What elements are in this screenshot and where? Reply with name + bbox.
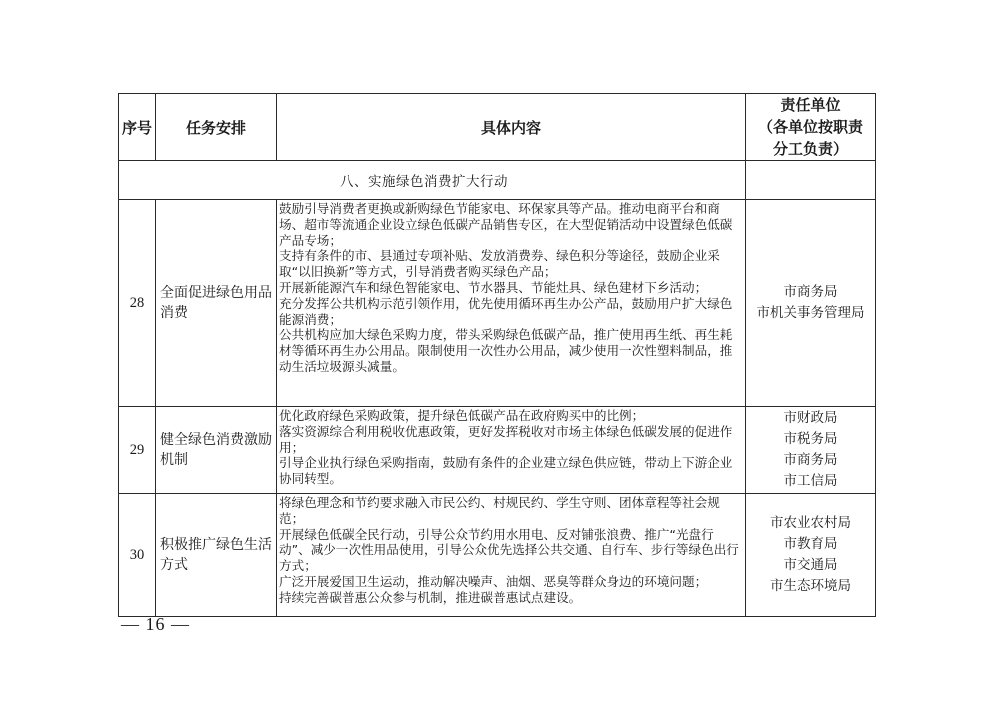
task-line: 方式	[160, 557, 188, 573]
header-resp-line: 分工负责）	[772, 140, 848, 158]
content-paragraph: 优化政府绿色采购政策，提升绿色低碳产品在政府购买中的比例；	[279, 408, 645, 423]
responsible-unit: 市农业农村局	[770, 515, 851, 531]
header-no: 序号	[119, 94, 156, 161]
content-paragraph: 公共机构应加大绿色采购力度，带头采购绿色低碳产品，推广使用再生纸、再生耗材等循环再生办公用品。限制使用一次性办公用品，减少使用一次性塑料制品，推动生活垃圾源头减量。	[279, 327, 733, 374]
content-cell	[277, 200, 746, 407]
row-number: 29	[119, 407, 156, 494]
responsible-units	[746, 494, 876, 617]
table-row	[119, 407, 876, 494]
task-line: 机制	[160, 452, 188, 468]
task-line: 消费	[160, 305, 188, 321]
header-task: 任务安排	[156, 94, 277, 161]
responsible-unit: 市教育局	[783, 536, 838, 552]
responsible-unit: 市商务局	[783, 284, 838, 300]
responsible-units	[746, 200, 876, 407]
content-paragraph: 广泛开展爱国卫生运动，推动解决噪声、油烟、恶臭等群众身边的环境问题；	[279, 573, 708, 589]
task-line: 积极推广绿色生活	[160, 537, 272, 553]
page-number: — 16 —	[121, 614, 190, 634]
content-paragraph: 持续完善碳普惠公众参与机制，推进碳普惠试点建设。	[279, 589, 582, 605]
responsible-unit: 市机关事务管理局	[756, 305, 865, 321]
content-paragraph: 鼓励引导消费者更换或新购绿色节能家电、环保家具等产品。推动电商平台和商场、超市等流通企业设立绿色低碳产品销售专区，在大型促销活动中设置绿色低碳产品专场；	[279, 201, 733, 248]
task-name	[156, 200, 277, 407]
content-paragraph: 开展绿色低碳全民行动，引导公众节约用水用电、反对铺张浪费、推广“光盘行动”、减少一次性用品使用，引导公众优先选择公共交通、自行车、步行等绿色出行方式；	[279, 526, 739, 574]
responsible-unit: 市交通局	[783, 557, 838, 573]
task-name	[156, 407, 277, 494]
content-paragraph: 引导企业执行绿色采购指南，鼓励有条件的企业建立绿色供应链，带动上下游企业协同转型。	[279, 455, 733, 487]
content-paragraph: 落实资源综合利用税收优惠政策，更好发挥税收对市场主体绿色低碳发展的促进作用；	[279, 423, 733, 455]
task-line: 全面促进绿色用品	[160, 285, 272, 301]
content-paragraph: 将绿色理念和节约要求融入市民公约、村规民约、学生守则、团体章程等社会规范；	[279, 495, 720, 526]
responsible-units	[746, 407, 876, 494]
section-row	[119, 161, 876, 200]
header-row	[119, 94, 876, 161]
content-paragraph: 支持有条件的市、县通过专项补贴、发放消费券、绿色积分等途径，鼓励企业采取“以旧换新”等方式，引导消费者购买绿色产品；	[279, 248, 720, 280]
section-empty-cell	[746, 161, 876, 200]
header-responsible	[746, 94, 876, 161]
responsible-unit: 市工信局	[783, 473, 838, 489]
section-title: 八、实施绿色消费扩大行动	[119, 161, 746, 200]
task-name	[156, 494, 277, 617]
content-cell	[277, 494, 746, 617]
task-table	[118, 93, 876, 617]
header-resp-line: 责任单位	[780, 96, 841, 114]
responsible-unit: 市财政局	[783, 410, 838, 426]
responsible-unit: 市税务局	[783, 431, 838, 447]
header-resp-line: （各单位按职责	[757, 118, 863, 136]
header-content: 具体内容	[277, 94, 746, 161]
task-line: 健全绿色消费激励	[160, 432, 272, 448]
row-number: 28	[119, 200, 156, 407]
responsible-unit: 市商务局	[783, 452, 838, 468]
row-number: 30	[119, 494, 156, 617]
responsible-unit: 市生态环境局	[770, 578, 851, 594]
table-row	[119, 494, 876, 617]
content-paragraph: 充分发挥公共机构示范引领作用，优先使用循环再生办公产品，鼓励用户扩大绿色能源消费；	[279, 295, 733, 327]
content-cell	[277, 407, 746, 494]
content-paragraph: 开展新能源汽车和绿色智能家电、节水器具、节能灶具、绿色建材下乡活动；	[279, 279, 708, 295]
table-row	[119, 200, 876, 407]
